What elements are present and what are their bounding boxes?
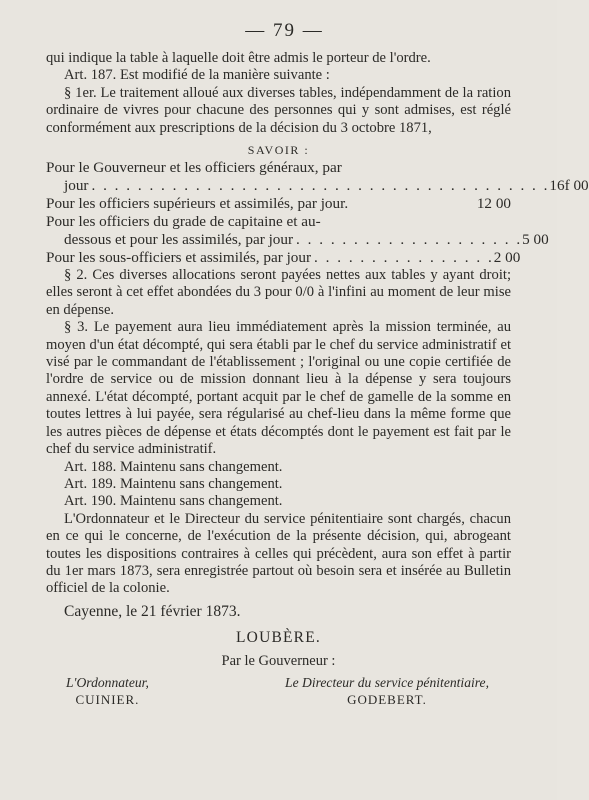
allowance-amount: 2 00 bbox=[493, 249, 521, 267]
paragraph-section-1: § 1er. Le traitement alloué aux diverses tables, indépendamment de la ration ordinaire de vivres pour chacune des personnes qui y sont admises, est réglé conformément aux prescriptions de la décision du 3 octobre 1871, bbox=[46, 84, 511, 136]
par-le-gouverneur: Par le Gouverneur : bbox=[221, 652, 336, 669]
allowance-label: Pour le Gouverneur et les officiers généraux, par bbox=[46, 159, 342, 177]
page-number: — 79 — bbox=[245, 20, 324, 41]
allowance-item bbox=[46, 159, 511, 177]
paragraph-section-3: § 3. Le payement aura lieu immédiatement après la mission terminée, au moyen d'un état décompté, qui sera établi par le chef du service administratif et visé par le commandant de l'établissement ; l'original ou une copie certifiée de l'ordre de service ou de mission donnant lieu à la dépense y sera toujours annexé. L'état décompté, portant acquit par le chef de gamelle de la somme en toutes lettres à lui payée, sera régularisé au chef-lieu dans la même forme que les autres pièces de dépense et états décomptés dont le payement est fait par le chef du service administratif. bbox=[46, 319, 511, 458]
leader-dots: . . . . . . . . . . . . . . . . . . . . . . . . . . . . . . . . . . . . . . . . bbox=[91, 177, 550, 195]
allowance-label: Pour les officiers supérieurs et assimilés, par jour. bbox=[46, 195, 349, 213]
allowance-label: Pour les sous-officiers et assimilés, par jour bbox=[46, 249, 312, 267]
paragraph-continuation: qui indique la table à laquelle doit être admis le porteur de l'ordre. bbox=[46, 50, 431, 66]
signature-title: L'Ordonnateur, bbox=[66, 674, 149, 690]
leader-dots: . . . . . . . . . . . . . . . . . . . . bbox=[296, 231, 523, 249]
allowance-list bbox=[46, 159, 589, 267]
allowance-item bbox=[46, 249, 521, 267]
allowance-label-cont: dessous et pour les assimilés, par jour bbox=[64, 231, 294, 249]
signature-directeur bbox=[285, 674, 489, 708]
article-190: Art. 190. Maintenu sans changement. bbox=[64, 493, 283, 510]
signatory-name: LOUBÈRE. bbox=[236, 628, 321, 646]
allowance-amount: 5 00 bbox=[522, 231, 549, 249]
paragraph-section-2: § 2. Ces diverses allocations seront payées nettes aux tables y ayant droit; elles seront à cet effet abondées du 3 pour 0/0 à l'infini au moment de leur mise en dépense. bbox=[46, 267, 511, 318]
signature-block bbox=[46, 674, 511, 708]
signature-ordonnateur bbox=[66, 674, 149, 708]
article-187: Art. 187. Est modifié de la manière suivante : bbox=[64, 67, 330, 84]
allowance-item bbox=[46, 213, 511, 231]
article-189: Art. 189. Maintenu sans changement. bbox=[64, 475, 283, 492]
leader-dots: . . . . . . . . . . . . . . . . bbox=[314, 249, 494, 267]
date-line: Cayenne, le 21 février 1873. bbox=[64, 602, 241, 620]
allowance-label: Pour les officiers du grade de capitaine et au- bbox=[46, 213, 321, 231]
body-text bbox=[46, 50, 511, 137]
signature-name: GODEBERT. bbox=[347, 691, 427, 707]
body-text bbox=[46, 267, 511, 598]
article-188: Art. 188. Maintenu sans changement. bbox=[64, 458, 283, 475]
signature-title: Le Directeur du service pénitentiaire, bbox=[285, 674, 489, 690]
allowance-amount: 12 00 bbox=[476, 195, 511, 213]
allowance-label-cont: jour bbox=[64, 177, 89, 195]
allowance-item-cont bbox=[46, 177, 589, 195]
signature-name: CUINIER. bbox=[75, 691, 140, 707]
allowance-item-cont bbox=[46, 231, 549, 249]
allowance-item bbox=[46, 195, 511, 213]
allowance-amount: 16f 00 bbox=[549, 177, 589, 195]
closing-paragraph: L'Ordonnateur et le Directeur du service pénitentiaire sont chargés, chacun en ce qui le concerne, de l'exécution de la présente décision, qui, abrogeant toutes les dispositions contraires à celles qui précèdent, aura son effet à partir du 1er mars 1873, sera enregistrée partout où besoin sera et insérée au Bulletin officiel de la colonie. bbox=[46, 510, 511, 597]
savoir-heading: SAVOIR : bbox=[247, 143, 310, 158]
